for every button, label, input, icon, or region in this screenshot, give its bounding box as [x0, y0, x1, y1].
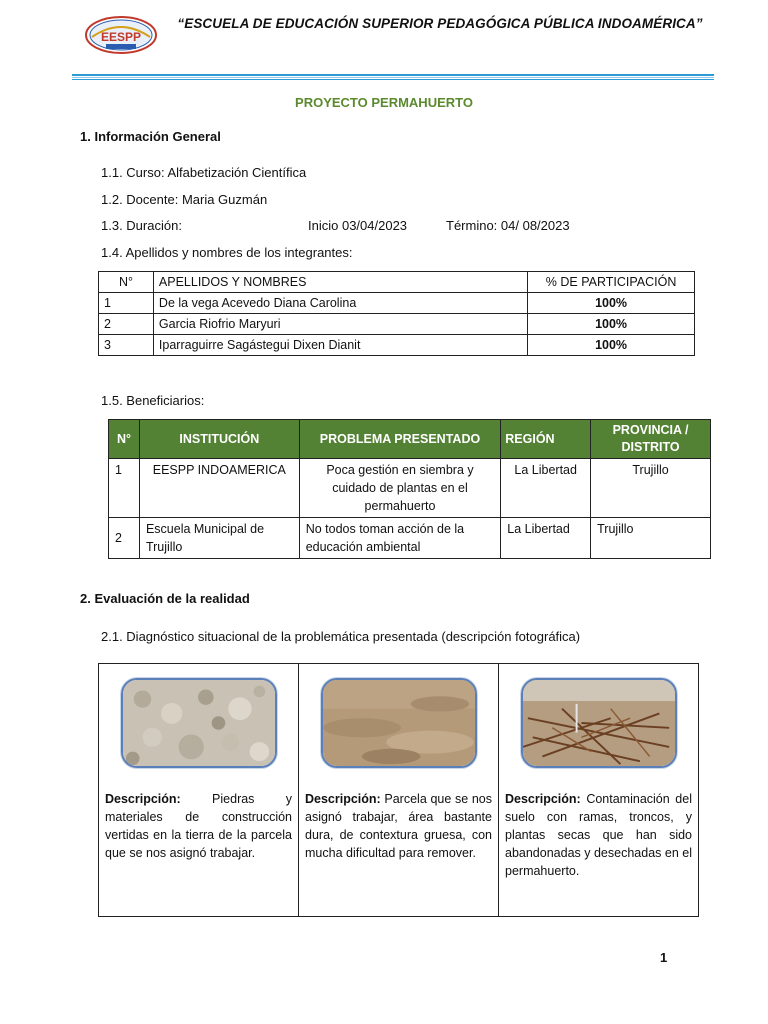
cell-problem: Poca gestión en siembra y cuidado de plantas en el permahuerto	[299, 459, 501, 518]
cell-number: 1	[109, 459, 140, 518]
description-label: Descripción:	[105, 792, 181, 806]
cell-participation: 100%	[528, 335, 695, 356]
school-title: “ESCUELA DE EDUCACIÓN SUPERIOR PEDAGÓGICA PÚBLICA INDOAMÉRICA”	[177, 16, 703, 31]
col-participation: % DE PARTICIPACIÓN	[528, 272, 695, 293]
cell-number: 1	[99, 293, 154, 314]
col-province: PROVINCIA / DISTRITO	[591, 420, 711, 459]
photo-cell-2	[299, 664, 499, 917]
photo-row	[99, 664, 699, 917]
photo-branches-debris	[521, 678, 677, 768]
photo-hard-soil	[321, 678, 477, 768]
photo-description-2	[305, 790, 492, 862]
cell-participation: 100%	[528, 314, 695, 335]
photo-description-1	[105, 790, 292, 862]
cell-name: Iparraguirre Sagástegui Dixen Dianit	[153, 335, 527, 356]
svg-text:EESPP: EESPP	[100, 30, 142, 44]
diagnosis-label: 2.1. Diagnóstico situacional de la problemática presentada (descripción fotográfica)	[101, 629, 581, 644]
school-logo	[84, 15, 158, 55]
col-region: REGIÓN	[501, 420, 591, 459]
col-names: APELLIDOS Y NOMBRES	[153, 272, 527, 293]
duration-end: Término: 04/ 08/2023	[446, 218, 570, 233]
cell-number: 3	[99, 335, 154, 356]
table-row	[99, 314, 695, 335]
duration-start: Inicio 03/04/2023	[308, 218, 408, 233]
photo-description-3	[505, 790, 692, 880]
photo-cell-3	[499, 664, 699, 917]
cell-province: Trujillo	[591, 518, 711, 559]
photo-rocky-soil	[121, 678, 277, 768]
header-divider	[72, 74, 714, 80]
course-line: 1.1. Curso: Alfabetización Científica	[101, 165, 307, 180]
table-header-row	[109, 420, 711, 459]
cell-region: La Libertad	[501, 518, 591, 559]
cell-institution: EESPP INDOAMERICA	[139, 459, 299, 518]
beneficiaries-table	[108, 419, 711, 559]
cell-problem: No todos toman acción de la educación ambiental	[299, 518, 501, 559]
members-table	[98, 271, 695, 356]
cell-participation: 100%	[528, 293, 695, 314]
description-text: Parcela que se nos asignó trabajar, área bastante dura, de contextura gruesa, con mucha dificultad para remover.	[305, 792, 492, 860]
description-text: Piedras y materiales de construcción vertidas en la tierra de la parcela que se nos asignó trabajar.	[105, 792, 292, 860]
col-number: N°	[109, 420, 140, 459]
description-label: Descripción:	[505, 792, 581, 806]
table-row	[109, 459, 711, 518]
page-header	[0, 0, 768, 90]
photo-cell-1	[99, 664, 299, 917]
members-label: 1.4. Apellidos y nombres de los integrantes:	[101, 245, 353, 260]
table-row	[99, 335, 695, 356]
description-text: Contaminación del suelo con ramas, troncos, y plantas secas que han sido abandonadas y desechadas en el permahuerto.	[505, 792, 692, 878]
table-row	[99, 293, 695, 314]
section-heading-general-info: 1. Información General	[80, 129, 221, 144]
teacher-line: 1.2. Docente: Maria Guzmán	[101, 192, 268, 207]
cell-region: La Libertad	[501, 459, 591, 518]
section-heading-reality-evaluation: 2. Evaluación de la realidad	[80, 591, 250, 606]
col-number: N°	[99, 272, 154, 293]
beneficiaries-label: 1.5. Beneficiarios:	[101, 393, 205, 408]
cell-institution: Escuela Municipal de Trujillo	[139, 518, 299, 559]
col-problem: PROBLEMA PRESENTADO	[299, 420, 501, 459]
cell-province: Trujillo	[591, 459, 711, 518]
page-number: 1	[660, 950, 668, 965]
description-label: Descripción:	[305, 792, 381, 806]
col-institution: INSTITUCIÓN	[139, 420, 299, 459]
table-row	[109, 518, 711, 559]
table-header-row	[99, 272, 695, 293]
cell-number: 2	[99, 314, 154, 335]
cell-name: De la vega Acevedo Diana Carolina	[153, 293, 527, 314]
project-title: PROYECTO PERMAHUERTO	[295, 95, 473, 110]
cell-name: Garcia Riofrio Maryuri	[153, 314, 527, 335]
photo-description-table	[98, 663, 699, 917]
duration-label: 1.3. Duración:	[101, 218, 182, 233]
cell-number: 2	[109, 518, 140, 559]
